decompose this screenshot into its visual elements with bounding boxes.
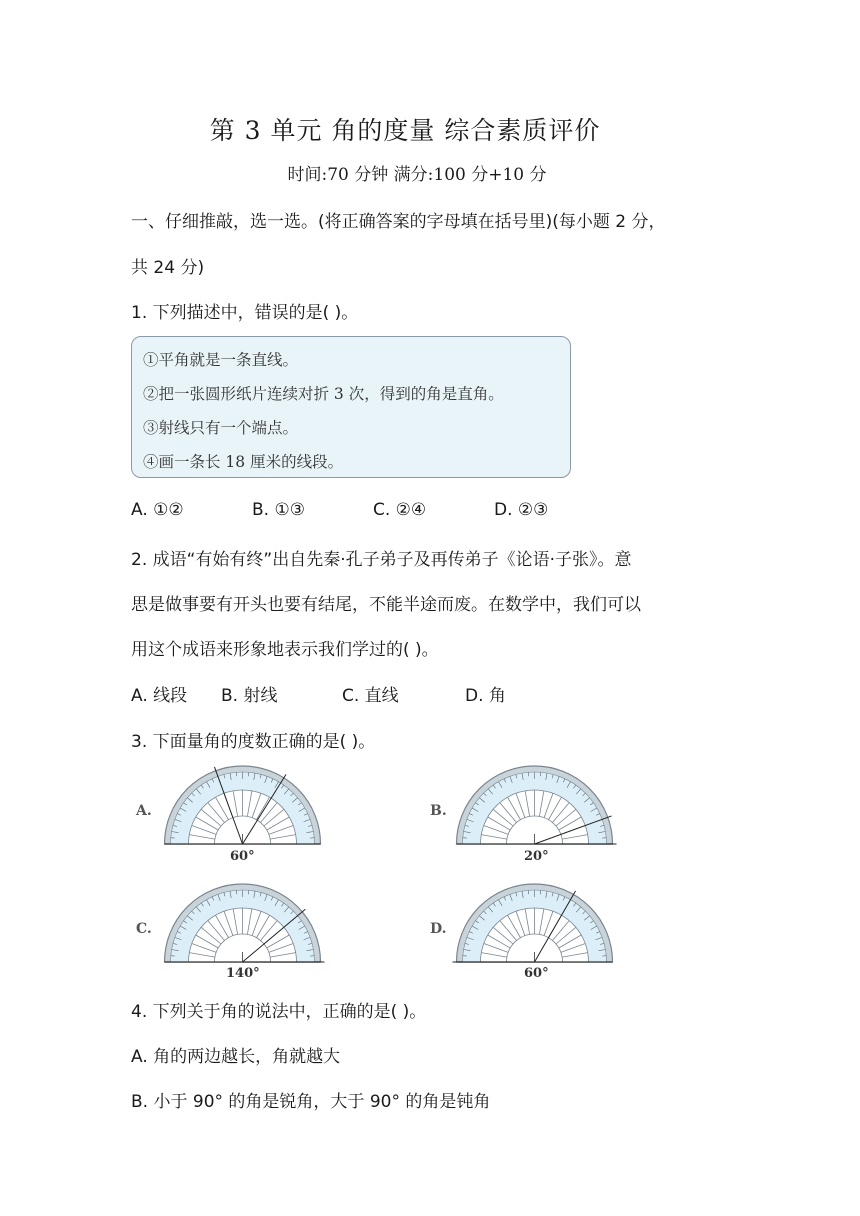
protractor-a (155, 760, 330, 850)
q1-option-a[interactable]: A. ①② (131, 500, 184, 520)
q1-statement: ④画一条长 18 厘米的线段。 (143, 453, 344, 471)
protractor-a-label[interactable]: A. (136, 803, 152, 819)
protractor-b-label[interactable]: B. (430, 803, 447, 819)
protractor-c-label[interactable]: C. (136, 921, 152, 937)
q3-stem: 3. 下面量角的度数正确的是( )。 (131, 732, 376, 752)
protractor-d-label[interactable]: D. (430, 921, 447, 937)
protractor-b-reading: 20° (524, 849, 549, 864)
q2-stem-line2: 思是做事要有开头也要有结尾，不能半途而废。在数学中，我们可以 (131, 595, 641, 615)
protractor-c (155, 878, 330, 968)
q1-option-b[interactable]: B. ①③ (252, 500, 305, 520)
protractor-b (447, 760, 622, 850)
q1-statement: ②把一张圆形纸片连续对折 3 次，得到的角是直角。 (143, 385, 504, 403)
q2-stem-line3: 用这个成语来形象地表示我们学过的( )。 (131, 640, 439, 660)
protractor-d-reading: 60° (524, 966, 549, 981)
protractor-d (447, 878, 622, 968)
protractor-c-reading: 140° (226, 966, 260, 981)
q2-option-b[interactable]: B. 射线 (221, 686, 278, 706)
q4-stem: 4. 下列关于角的说法中，正确的是( )。 (131, 1002, 427, 1022)
q1-statement: ①平角就是一条直线。 (143, 351, 299, 369)
q1-option-c[interactable]: C. ②④ (373, 500, 427, 520)
q1-stem: 1. 下列描述中，错误的是( )。 (131, 303, 359, 323)
page-title: 第 3 单元 角的度量 综合素质评价 (209, 116, 601, 145)
q4-option-b[interactable]: B. 小于 90° 的角是锐角，大于 90° 的角是钝角 (131, 1092, 491, 1112)
section1-heading-cont: 共 24 分) (131, 258, 205, 278)
q2-option-c[interactable]: C. 直线 (342, 686, 399, 706)
q2-stem-line1: 2. 成语“有始有终”出自先秦·孔子弟子及再传弟子《论语·子张》。意 (131, 550, 632, 570)
q1-statement-box (131, 336, 571, 478)
q1-statement: ③射线只有一个端点。 (143, 419, 299, 437)
q2-option-d[interactable]: D. 角 (465, 686, 506, 706)
q1-option-d[interactable]: D. ②③ (494, 500, 549, 520)
section1-heading: 一、仔细推敲，选一选。(将正确答案的字母填在括号里)(每小题 2 分， (131, 212, 666, 232)
q4-option-a[interactable]: A. 角的两边越长，角就越大 (131, 1047, 341, 1067)
protractor-a-reading: 60° (230, 849, 255, 864)
exam-info: 时间:70 分钟 满分:100 分+10 分 (287, 165, 547, 185)
q2-option-a[interactable]: A. 线段 (131, 686, 188, 706)
